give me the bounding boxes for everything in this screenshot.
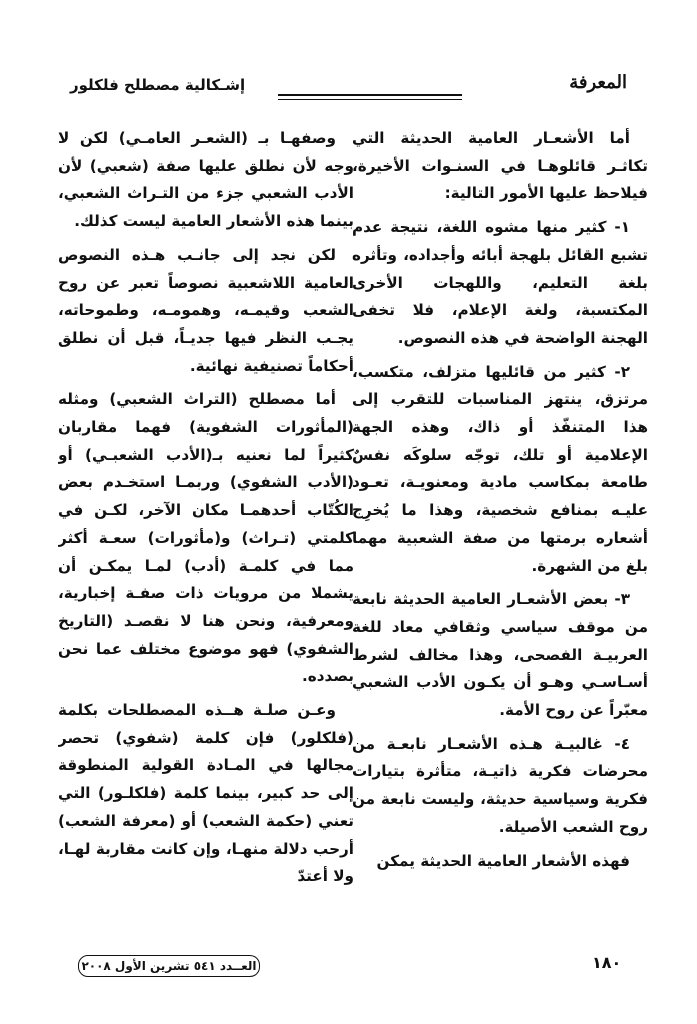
paragraph: وصفهـا بـ (الشعـر العامـي) لكن لا وجه لأن نطلق عليها صفة (شعبي) لأن الأدب الشعبي جزء من التـراث الشعبي، بينما هذه الأشعار العامية ليست كذلك. (58, 129, 354, 231)
right-text-column (352, 125, 648, 925)
paragraph: أما مصطلح (التراث الشعبي) ومثله (المأثورات الشفوية) فهما مقاربان كثيراً لما نعنيه بـ(الأدب الشعبـي) أو (الأدب الشفوي) وربمـا استخـدم بعض الكُتّاب أحدهمـا مكان الآخر، لكـن في كلمتي (تـراث) و(مأثورات) سعـة أكثر مما في كلمـة (أدب) لمـا يمكـن أن يشملا من مرويات ذات صفـة إخبارية، ومعرفية، ونحن هنا لا نقصـد (التاريخ الشفوي) فهو موضوع مختلف عما نحن بصدده. (58, 390, 354, 686)
header-rule (278, 99, 462, 100)
issue-label: العــدد ٥٤١ تشرين الأول ٢٠٠٨ (78, 955, 260, 977)
paragraph: ٢- كثير من قائليها متزلف، متكسب، مرتزق، ينتهز المناسبات للتقرب إلى هذا المتنفّذ أو ذاك، وهذه الجهة الإعلامية أو تلك، توجّه سلوكَه نفسٌ طامعة بمكاسب مادية ومعنويـة، تعـود عليـه بمنافع شخصية، وهذا ما يُخرِج أشعاره برمتها من صفة الشعبية مهما بلغ من الشهرة. (352, 362, 648, 575)
paragraph: ٤- غالبيـة هـذه الأشعـار نابعـة من محرضات فكرية ذاتيـة، متأثرة بتيارات فكرية وسياسية حديثة، وليست نابعة من روح الشعب الأصيلة. (352, 734, 648, 836)
paragraph: أما الأشعـار العامية الحديثة التي تكاثـر قائلوهـا في السنـوات الأخيرة، فيلاحظ عليها الأمور التالية: (352, 129, 648, 203)
header-rule (278, 94, 462, 96)
paragraph: ١- كثير منها مشوه اللغة، نتيجة عدم تشبع القائل بلهجة أبائه وأجداده، وتأثره بلغة التعليم، واللهجات الأخرى المكتسبة، ولغة الإعلام، فلا تخفى الهجنة الواضحة في هذه النصوص. (352, 218, 648, 347)
page-header (70, 70, 627, 110)
paragraph: لكن نجد إلى جانـب هـذه النصوص العامية اللاشعبية نصوصاً تعبر عن روح الشعب وقيمـه، وهمومـه، وطموحاته، يجـب النظر فيها جديـاً، قبل أن نطلق أحكاماً تصنيفية نهائية. (58, 245, 354, 375)
left-text-column (58, 125, 354, 925)
paragraph: وعـن صلـة هــذه المصطلحات بكلمة (فلكلور) فإن كلمة (شفوي) تحصر مجالها في المـادة القولية المنطوقة إلى حد كبير، بينما كلمة (فلكلـور) التي تعني (حكمة الشعب) أو (معرفة الشعب) أرحب دلالة منهـا، وإن كانت مقاربة لهـا، ولا أعتدّ (58, 701, 354, 886)
paragraph: فهذه الأشعار العامية الحديثة يمكن (376, 851, 630, 870)
page-number: ١٨٠ (592, 953, 622, 972)
journal-masthead: المعرفة (569, 72, 627, 93)
running-title: إشـكالية مصطلح فلكلور (70, 76, 246, 94)
paragraph: ٣- بعض الأشعـار العامية الحديثة نابعة من موقف سياسي وثقافي معاد للغة العربيـة الفصحى، وهذا مخالف لشرط أسـاسـي وهـو أن يكـون الأدب الشعبي معبّراً عن روح الأمة. (352, 590, 648, 720)
